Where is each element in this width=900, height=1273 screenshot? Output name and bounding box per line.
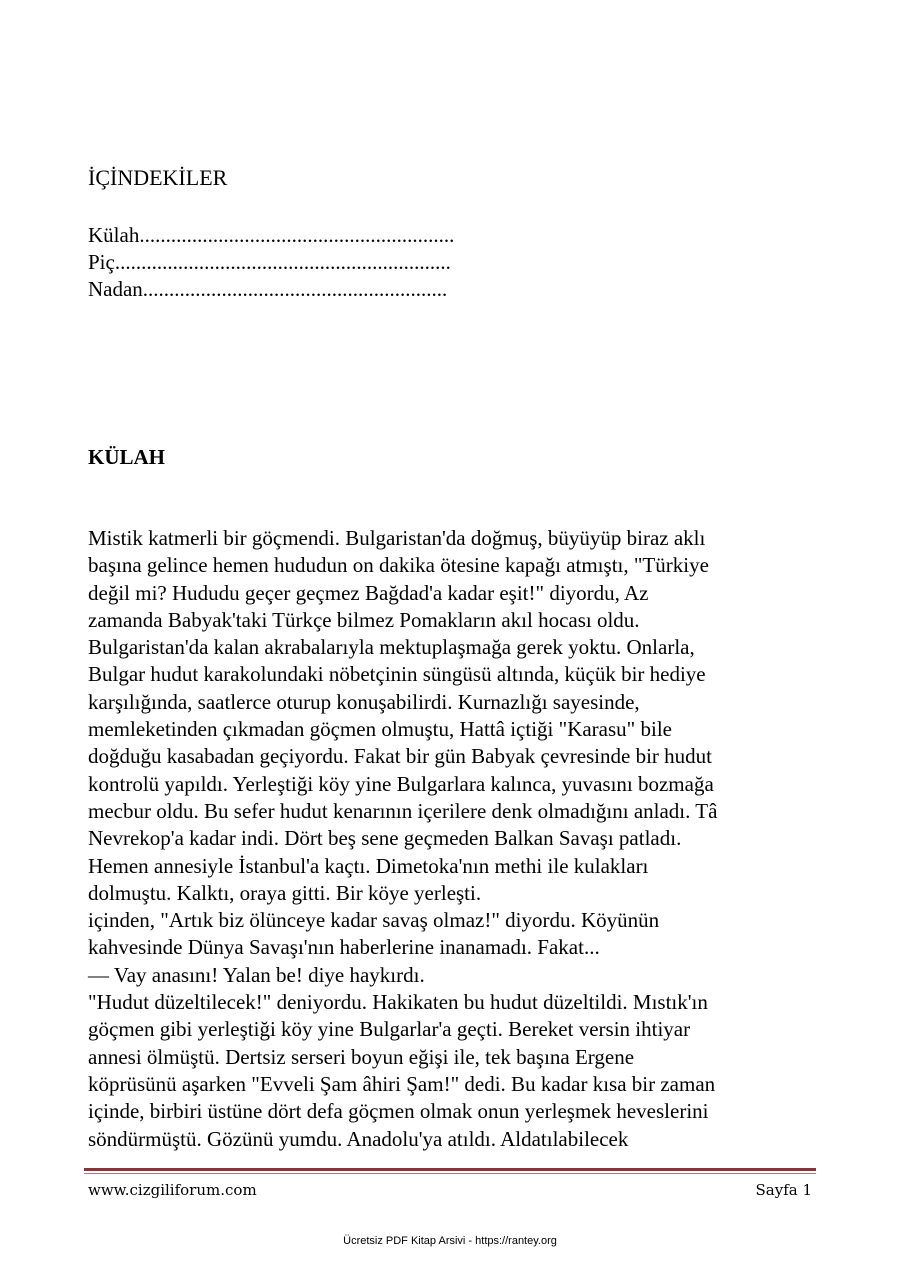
page-number: Sayfa 1 (755, 1181, 812, 1199)
body-line: memleketinden çıkmadan göçmen olmuştu, Hattâ içtiği "Karasu" bile (88, 717, 672, 742)
toc-list (88, 222, 454, 303)
body-line: köprüsünü aşarken "Evveli Şam âhiri Şam!" dedi. Bu kadar kısa bir zaman (88, 1071, 716, 1096)
body-line: Mistik katmerli bir göçmendi. Bulgaristan'da doğmuş, büyüyüp biraz aklı (88, 526, 706, 550)
chapter-body (88, 525, 818, 1153)
body-line: mecbur oldu. Bu sefer hudut kenarının içerilere denk olmadığını anladı. Tâ (88, 798, 718, 823)
body-line: doğduğu kasabadan geçiyordu. Fakat bir gün Babyak çevresinde bir hudut (88, 744, 713, 769)
body-line: Bulgaristan'da kalan akrabalarıyla mektuplaşmağa gerek yoktu. Onlarla, (88, 635, 695, 660)
body-line: — Vay anasını! Yalan be! diye haykırdı. (88, 962, 425, 987)
body-line: başına gelince hemen hududun on dakika ötesine kapağı atmıştı, "Türkiye (88, 553, 709, 578)
body-line: karşılığında, saatlerce oturup konuşabilirdi. Kurnazlığı sayesinde, (88, 689, 640, 714)
footer-website-link[interactable]: www.cizgiliforum.com (88, 1181, 257, 1199)
chapter-title: KÜLAH (88, 445, 166, 469)
body-line: kahvesinde Dünya Savaşı'nın haberlerine inanamadı. Fakat... (88, 935, 600, 960)
body-line: içinde, birbiri üstüne dört defa göçmen olmak onun yerleşmek heveslerini (88, 1099, 709, 1124)
archive-note: Ücretsiz PDF Kitap Arsivi - https://rantey.org (343, 1235, 557, 1247)
footer-divider-thin (84, 1173, 816, 1174)
body-line: "Hudut düzeltilecek!" deniyordu. Hakikaten bu hudut düzeltildi. Mıstık'ın (88, 990, 708, 1015)
body-line: içinden, "Artık biz ölünceye kadar savaş olmaz!" diyordu. Köyünün (88, 908, 660, 933)
body-line: kontrolü yapıldı. Yerleştiği köy yine Bulgarlara kalınca, yuvasını bozmağa (88, 771, 714, 796)
toc-title: İÇİNDEKİLER (88, 165, 228, 190)
body-line: değil mi? Hududu geçer geçmez Bağdad'a kadar eşit!" diyordu, Az (88, 580, 649, 605)
toc-item-nadan[interactable]: Nadan.......................................................... (88, 277, 448, 301)
toc-item-kulah[interactable]: Külah............................................................ (88, 223, 455, 247)
footer-divider (84, 1168, 816, 1171)
body-line: göçmen gibi yerleştiği köy yine Bulgarlar'a geçti. Bereket versin ihtiyar (88, 1017, 691, 1042)
body-line: Hemen annesiyle İstanbul'a kaçtı. Dimetoka'nın methi ile kulakları (88, 853, 649, 878)
body-line: Bulgar hudut karakolundaki nöbetçinin süngüsü altında, küçük bir hediye (88, 662, 706, 687)
toc-item-pic[interactable]: Piç................................................................ (88, 250, 451, 274)
body-line: söndürmüştü. Gözünü yumdu. Anadolu'ya atıldı. Aldatılabilecek (88, 1126, 629, 1151)
body-line: dolmuştu. Kalktı, oraya gitti. Bir köye yerleşti. (88, 880, 482, 905)
body-line: annesi ölmüştü. Dertsiz serseri boyun eğişi ile, tek başına Ergene (88, 1044, 635, 1069)
body-line: zamanda Babyak'taki Türkçe bilmez Pomakların akıl hocası oldu. (88, 607, 640, 632)
body-line: Nevrekop'a kadar indi. Dört beş sene geçmeden Balkan Savaşı patladı. (88, 826, 682, 851)
